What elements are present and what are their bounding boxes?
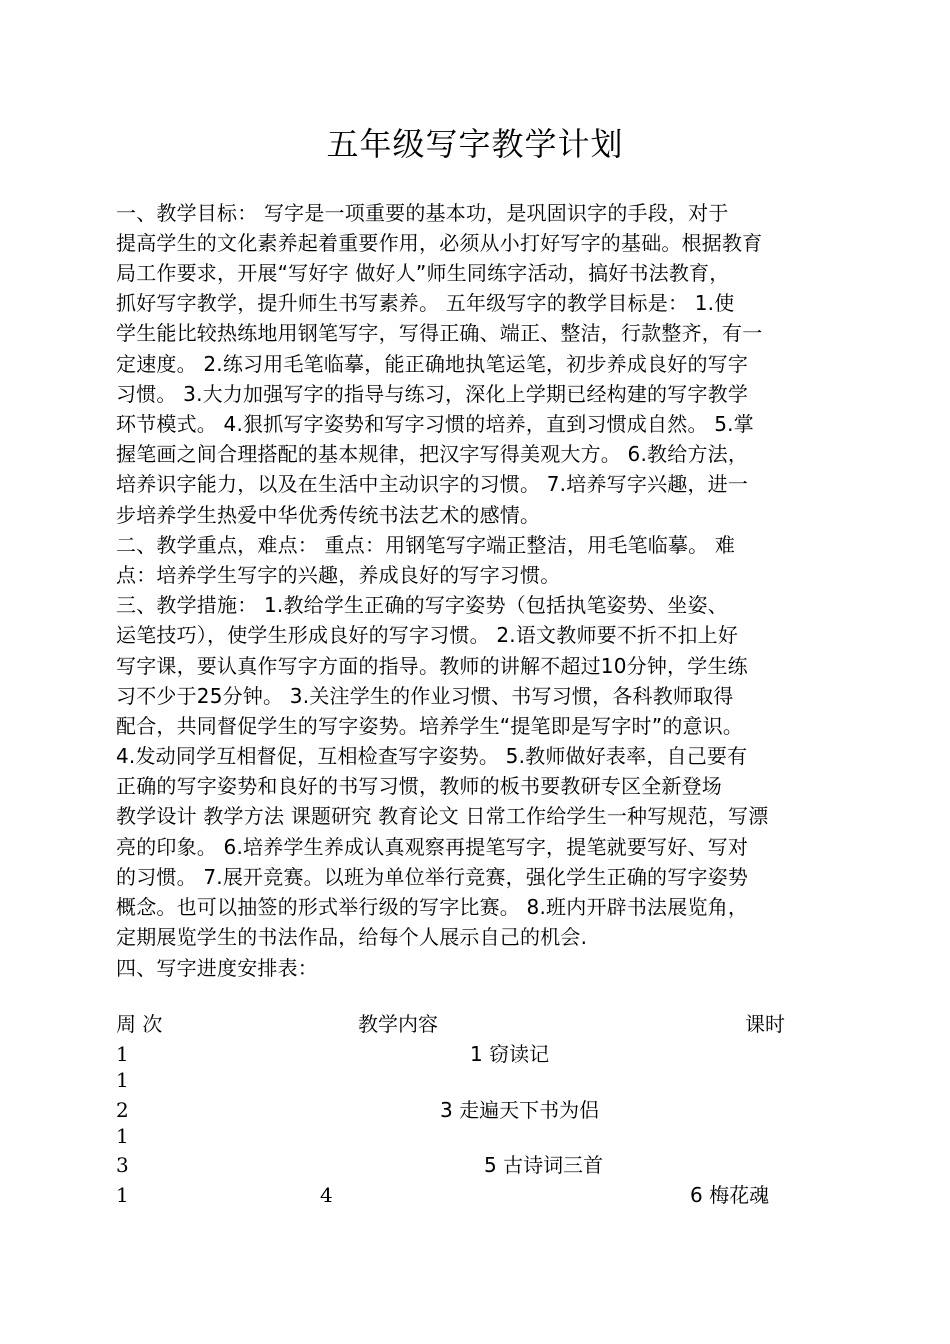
body-line: 的习惯。 7.展开竞赛。以班为单位举行竞赛，强化学生正确的写字姿势: [116, 865, 749, 889]
table-cell: 1: [116, 1068, 129, 1092]
table-cell: 1 窃读记: [470, 1042, 550, 1066]
body-line: 定速度。 2.练习用毛笔临摹，能正确地执笔运笔，初步养成良好的写字: [116, 352, 749, 376]
body-line: 正确的写字姿势和良好的书写习惯，教师的板书要教研专区全新登场: [116, 774, 722, 798]
body-line: 定期展览学生的书法作品，给每个人展示自己的机会.: [116, 925, 588, 949]
table-cell: 5 古诗词三首: [484, 1153, 604, 1177]
body-line: 运笔技巧），使学生形成良好的写字习惯。 2.语文教师要不折不扣上好: [116, 623, 739, 647]
header-week: 周 次: [116, 1012, 163, 1036]
table-cell: 1: [116, 1183, 129, 1207]
body-line: 局工作要求，开展“写好字 做好人”师生同练字活动，搞好书法教育，: [116, 261, 730, 285]
document-title: 五年级写字教学计划: [326, 125, 624, 163]
body-line: 概念。也可以抽签的形式举行级的写字比赛。 8.班内开辟书法展览角，: [116, 895, 749, 919]
body-line: 习惯。 3.大力加强写字的指导与练习，深化上学期已经构建的写字教学: [116, 382, 749, 406]
body-line: 一、教学目标： 写字是一项重要的基本功，是巩固识字的手段，对于: [116, 201, 729, 225]
body-line: 亮的印象。 6.培养学生养成认真观察再提笔写字，提笔就要写好、写对: [116, 835, 749, 859]
table-cell: 1: [116, 1042, 129, 1066]
body-line: 培养识字能力，以及在生活中主动识字的习惯。 7.培养写字兴趣，进一: [116, 472, 749, 496]
body-line: 教学设计 教学方法 课题研究 教育论文 日常工作给学生一种写规范，写漂: [116, 804, 769, 828]
body-line: 环节模式。 4.狠抓写字姿势和写字习惯的培养，直到习惯成自然。 5.掌: [116, 412, 754, 436]
header-hours: 课时: [745, 1012, 785, 1036]
header-content: 教学内容: [358, 1012, 438, 1036]
table-cell: 3: [116, 1153, 129, 1177]
body-line: 提高学生的文化素养起着重要作用，必须从小打好写字的基础。根据教育: [116, 231, 763, 255]
body-line: 配合，共同督促学生的写字姿势。培养学生“提笔即是写字时”的意识。: [116, 714, 744, 738]
body-line: 写字课，要认真作写字方面的指导。教师的讲解不超过10分钟，学生练: [116, 654, 748, 678]
table-cell: 2: [116, 1098, 129, 1122]
body-line: 学生能比较热练地用钢笔写字，写得正确、端正、整洁，行款整齐，有一: [116, 321, 763, 345]
body-line: 握笔画之间合理搭配的基本规律，把汉字写得美观大方。 6.教给方法，: [116, 442, 749, 466]
body-line: 步培养学生热爱中华优秀传统书法艺术的感情。: [116, 503, 541, 527]
body-line: 二、教学重点，难点： 重点：用钢笔写字端正整洁，用毛笔临摹。 难: [116, 533, 736, 557]
body-line: 4.发动同学互相督促，互相检查写字姿势。 5.教师做好表率，自己要有: [116, 744, 748, 768]
section-heading-schedule: 四、写字进度安排表：: [116, 956, 318, 980]
body-line: 三、教学措施： 1.教给学生正确的写字姿势（包括执笔姿势、坐姿、: [116, 593, 728, 617]
table-cell: 4: [320, 1183, 333, 1207]
table-cell: 1: [116, 1124, 129, 1148]
table-cell: 6 梅花魂: [690, 1183, 770, 1207]
body-line: 抓好写字教学，提升师生书写素养。 五年级写字的教学目标是： 1.使: [116, 291, 735, 315]
body-line: 习不少于25分钟。 3.关注学生的作业习惯、书写习惯，各科教师取得: [116, 684, 734, 708]
body-line: 点：培养学生写字的兴趣，养成良好的写字习惯。: [116, 563, 561, 587]
table-cell: 3 走遍天下书为侣: [440, 1098, 600, 1122]
